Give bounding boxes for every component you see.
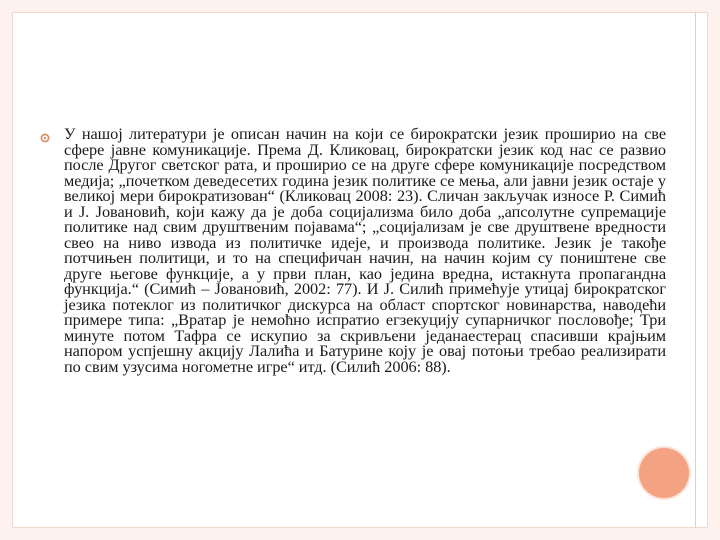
vertical-accent-line	[695, 12, 696, 528]
decorative-circle	[639, 448, 689, 498]
slide-body-text: У нашој литератури је описан начин на који се бирократски језик проширио на све сфере јавне комуникације. Према Д. Кликовац, бирократски језик код нас се развио после Другог светског рата, и проширио се на друге сфере комуникације посредством медија; „почетком деведесетих година језик политике се мења, али јавни језик остаје у великој мери бирократизован“ (Кликовац 2008: 23). Сличан закључак износе Р. Симић и Ј. Јовановић, који кажу да је доба социјализма било доба „апсолутне супремације политике над свим друштвеним појавама“; „социјализам је све друштвене вредности свео на ниво извода из политичке идеје, и производа политике. Језик је такође потчињен политици, и то на специфичан начин, на начин којим су поништене све друге његове функције, а у први план, као једина вредна, истакнута пропагандна функција.“ (Симић – Јовановић, 2002: 77). И Ј. Силић примећује утицај бирократског језика потеклог из политичког дискурса на област спортског новинарства, наводећи примере типа: „Вратар је немоћно испратио егзекуцију супарничког пословође; Три минуте потом Тафра се искупио за скривљени једанаестерац спасивши крајњим напором успјешну акцију Лалића и Батурине коју је овај потоњи требао реализирати по свим узусима ногометне игре“ итд. (Силић 2006: 88).	[64, 124, 666, 376]
circular-bullet-icon	[40, 133, 50, 143]
